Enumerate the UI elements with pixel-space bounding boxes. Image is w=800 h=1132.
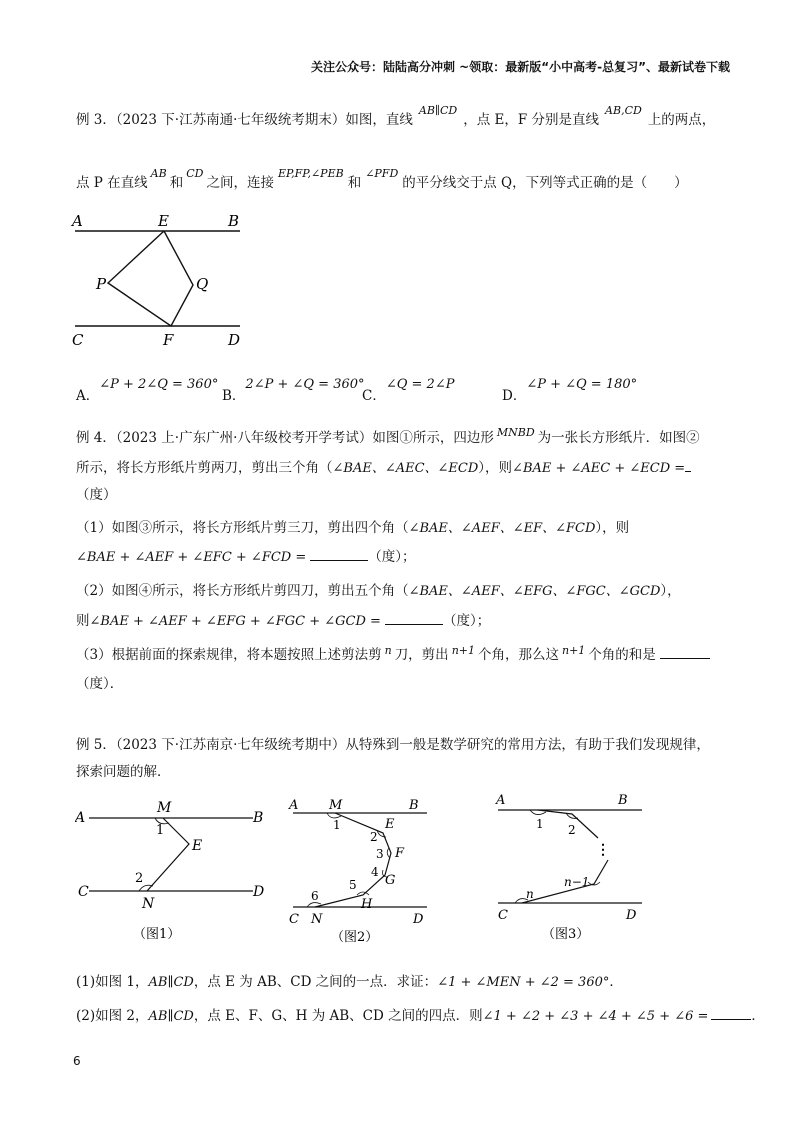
math-ep-fp-peb: EP,FP,∠PEB [277,167,344,180]
ex5-figure-2 [285,795,440,953]
ex3-text: 和 [169,175,184,191]
math-angles: ∠BAE、∠AEF、∠EF、∠FCD [408,521,596,536]
angle-1: 1 [536,817,544,831]
ex4-q2-line2 [76,610,490,632]
angle-1: 1 [156,823,165,838]
answer-blank[interactable] [385,610,443,625]
label-n: N [311,912,323,927]
math-ab-parallel-cd: AB∥CD [148,975,194,990]
label-n: N [142,896,155,912]
label-b: B [618,793,628,808]
label-d: D [413,912,424,927]
angle-1: 1 [333,818,341,832]
ex5-text: ，点 E、F、G、H 为 AB、CD 之间的四点．则 [193,1008,483,1024]
figure-caption: （图2） [331,930,379,945]
ex5-line2: 探索问题的解． [76,764,171,780]
vertical-ellipsis-icon: ⋮ [596,842,610,858]
angle-2: 2 [568,823,576,837]
math-sum: ∠BAE + ∠AEF + ∠EFG + ∠FGC + ∠GCD = [89,614,381,629]
answer-blank[interactable] [711,1005,751,1020]
label-b: B [253,810,264,826]
ex4-text: 则 [76,613,90,629]
ex3-text: 之间，连接 [206,175,274,191]
ex4-q1-line2 [76,546,416,568]
label-p: P [96,275,107,293]
math-angles: ∠BAE、∠AEC、∠ECD [332,461,479,476]
math-angles: ∠BAE、∠AEF、∠EFG、∠FGC、∠GCD [408,584,661,599]
page-number: 6 [73,1054,81,1068]
label-a: A [72,212,83,230]
ex4-line2 [76,457,691,479]
label-a: A [289,798,299,813]
ex5-part2 [76,1005,765,1027]
math-ab-parallel-cd: AB∥CD [418,104,458,117]
answer-blank[interactable] [660,644,710,659]
figure-caption: （图3） [542,927,590,942]
ex3-text: ，点 E，F 分别是直线 [463,112,600,128]
math-equation: ∠1 + ∠MEN + ∠2 = 360° [437,975,610,990]
option-label: A． [76,388,100,404]
option-label: B． [222,388,246,404]
math-cd: CD [186,167,204,180]
math-n: n [384,644,392,657]
label-a: A [75,810,86,826]
ex3-text: 上的两点， [647,112,716,128]
ex4-q2-line1 [76,581,681,602]
option-expr: 2∠P + ∠Q = 360° [245,377,365,392]
label-d: D [253,884,265,900]
page-header: 关注公众号：陆陆高分冲刺 ~领取：最新版“小中高考-总复习”、最新试卷下载 [311,60,730,74]
label-h: H [361,897,373,912]
math-ab-cd: AB,CD [605,104,642,117]
math-ab-parallel-cd: AB∥CD [148,1009,194,1024]
ex5-text: ． [751,1008,765,1024]
label-b: B [409,798,419,813]
answer-blank[interactable] [310,546,368,561]
ex4-text: ），则 [478,460,513,476]
ex5-line1: 例 5．（2023 下·江苏南京·七年级统考期中）从特殊到一般是数学研究的常用方法，有助于我们发现规律， [76,737,710,753]
ex4-text: （度）； [368,549,416,565]
math-n-plus-1: n+1 [451,644,475,657]
ex5-figure-1 [75,798,275,953]
ex5-text: ． [609,974,623,990]
angle-6: 6 [311,889,319,903]
label-q: Q [196,275,209,293]
ex4-text: 为一张长方形纸片．如图② [537,430,700,446]
label-f: F [163,331,174,349]
ex3-line1 [76,104,716,131]
option-expr: ∠P + ∠Q = 180° [526,377,638,392]
ex3-text: 例 3．（2023 下·江苏南通·七年级统考期末）如图，直线 [76,112,413,128]
ex5-text: ，点 E 为 AB、CD 之间的一点．求证： [193,974,438,990]
ex4-text: （1）如图③所示，将长方形纸片剪三刀，剪出四个角（ [76,520,409,536]
math-mnbd: MNBD [496,426,535,439]
ex4-text: 例 4．（2023 上·广东广州·八年级校考开学考试）如图①所示，四边形 [76,430,494,446]
angle-2: 2 [370,830,378,844]
label-f: F [395,846,405,861]
ex3-option-d [502,377,638,404]
label-d: D [228,331,241,349]
angle-4: 4 [371,865,379,879]
angle-n-minus-1: n−1 [564,875,590,889]
option-expr: ∠P + 2∠Q = 360° [99,377,219,392]
ex3-text: 的平分线交于点 Q，下列等式正确的是（ ） [402,175,688,191]
ex4-q3-line2: （度）． [76,676,124,692]
ex3-line2 [76,167,688,194]
ex4-text: （2）如图④所示，将长方形纸片剪四刀，剪出五个角（ [76,583,409,599]
ex3-text: 和 [347,175,362,191]
option-label: D． [502,388,527,404]
label-d: D [626,908,637,923]
ex5-part1 [76,972,623,993]
ex3-option-b [222,377,365,404]
ex4-text: 所示，将长方形纸片剪两刀，剪出三个角（ [76,460,333,476]
label-c: C [289,912,299,927]
label-a: A [496,793,506,808]
ex4-line1 [76,428,700,449]
label-g: G [385,873,396,888]
ex4-text: 个角，那么这 [478,647,559,663]
math-sum: ∠BAE + ∠AEF + ∠EFC + ∠FCD = [76,550,307,565]
ex3-option-a [76,377,219,404]
option-expr: ∠Q = 2∠P [385,377,455,392]
angle-2: 2 [135,871,144,886]
math-pfd: ∠PFD [365,167,399,180]
angle-n: n [526,887,534,901]
ex4-line3: （度） [76,487,117,503]
label-m: M [157,800,172,816]
ex4-text: （度）； [442,613,491,629]
ex3-text: 点 P 在直线 [76,175,148,191]
ex5-text: (1)如图 1， [76,974,149,990]
label-c: C [72,331,84,349]
math-sum: ∠1 + ∠2 + ∠3 + ∠4 + ∠5 + ∠6 = [482,1009,709,1024]
ex4-text: ）， [660,583,681,599]
ex3-option-c [362,377,455,404]
label-e: E [192,838,203,854]
label-c: C [78,884,89,900]
figure-caption: （图1） [133,927,181,942]
label-e: E [158,212,169,230]
label-b: B [228,212,240,230]
ex4-text: ），则 [595,520,630,536]
ex3-figure [60,205,260,350]
math-sum: ∠BAE + ∠AEC + ∠ECD = [512,461,686,476]
math-n-plus-1: n+1 [562,644,586,657]
label-m: M [329,798,343,813]
option-label: C． [362,388,386,404]
ex4-text: 个角的和是 [588,647,656,663]
label-c: C [498,908,508,923]
answer-blank[interactable] [685,457,691,472]
ex5-figure-3 [490,790,650,950]
ex4-q3-line1 [76,644,710,666]
angle-5: 5 [349,878,357,892]
math-ab: AB [150,167,167,180]
ex4-text: （3）根据前面的探索规律，将本题按照上述剪法剪 [76,647,382,663]
angle-3: 3 [376,847,384,861]
ex4-text: 刀，剪出 [394,647,449,663]
ex4-q1-line1 [76,518,629,539]
label-e: E [385,817,395,832]
ex5-text: (2)如图 2， [76,1008,149,1024]
